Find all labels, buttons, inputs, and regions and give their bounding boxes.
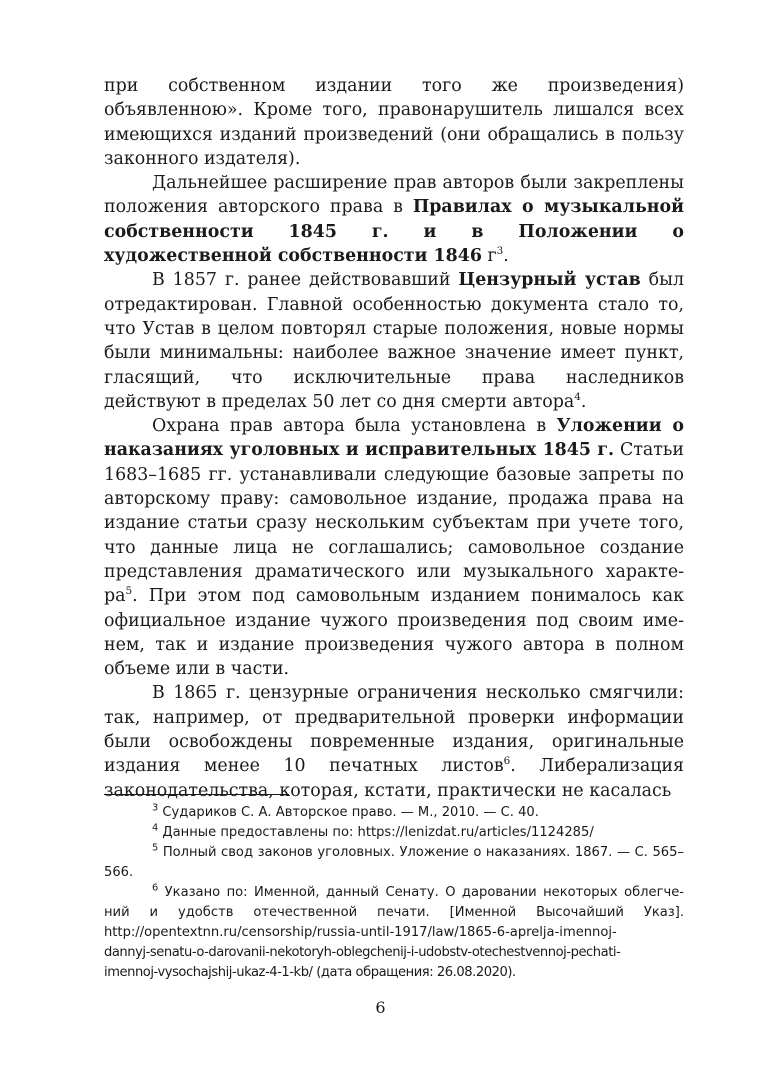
footnote-4-number: 4 (152, 822, 159, 834)
footnote-ref-3[interactable]: 3 (496, 245, 504, 258)
paragraph-3-text-3: . (580, 391, 587, 412)
footnote-5-number: 5 (152, 842, 159, 854)
paragraph-2-text-3: . (503, 246, 509, 267)
main-text (104, 74, 684, 803)
paragraph-5-text-2: . Либерализация законодательства, которая, кстати, практически не касалась (104, 756, 684, 801)
footnote-6-text: Указано по: Именной, данный Сенату. О даровании некоторых облегчений и удобств отечественной печати. [Именной Высочайший Указ]. http://opentextnn.ru/censorship/russia-until-1917/law/1865-6-aprelja-imennoj- (104, 885, 684, 940)
footnote-ref-6[interactable]: 6 (503, 755, 511, 768)
footnote-divider (104, 794, 289, 795)
footnote-6-number: 6 (152, 882, 159, 894)
paragraph-3-text-2: был отредактирован. Главной особенностью документа стало то, что Устав в целом повторял старые положения, новые нормы были минимальны: наиболее важное значение имеет пункт, гласящий, что исключительные права наследников действуют в пределах 50 лет со дня смерти автора (104, 270, 684, 412)
paragraph-4 (104, 414, 684, 681)
footnote-6 (104, 883, 684, 943)
footnote-3-text: Судариков С. А. Авторское право. — М., 2010. — С. 40. (158, 805, 539, 820)
paragraph-1 (104, 74, 684, 171)
paragraph-2-bold: Правилах о музыкальной собственности 1845 г. и в Положении о художественной собственности 1846 (104, 197, 684, 267)
footnote-ref-5[interactable]: 5 (125, 585, 133, 598)
paragraph-4-text-2: Статьи 1683–1685 гг. устанавливали следующие базовые запреты по авторскому праву: самовольное издание, продажа права на издание статьи сразу нескольким субъектам при учете того, что данные лица не соглашались; самовольное создание представления драматического или музыкального характера (104, 440, 684, 607)
footnotes (104, 803, 684, 983)
footnote-3-number: 3 (152, 802, 159, 814)
paragraph-3 (104, 268, 684, 414)
paragraph-5 (104, 681, 684, 802)
paragraph-1-text: при собственном издании того же произведения) объявленною». Кроме того, правонарушитель лишался всех имеющихся изданий произведений (они обращались в пользу законного издателя). (104, 76, 684, 169)
footnote-4 (104, 823, 684, 843)
footnote-3 (104, 803, 684, 823)
paragraph-2-text: Дальнейшее расширение прав авторов были закреплены положения авторского права в (104, 173, 684, 218)
paragraph-4-text: Охрана прав автора была установлена в (152, 416, 557, 437)
footnote-4-text: Данные предоставлены по: https://lenizdat.ru/articles/1124285/ (158, 825, 594, 840)
paragraph-4-bold: Уложении о наказаниях уголовных и исправительных 1845 г. (104, 416, 684, 461)
paragraph-4-text-3: . При этом под самовольным изданием понималось как официальное издание чужого произведения под своим именем, так и издание произведения чужого автора в полном объеме или в части. (104, 586, 684, 680)
footnote-6-url-line-2[interactable]: dannyj-senatu-o-darovanii-nekotoryh-oblegchenij-i-udobstv-otechestvennoj-pechati- (104, 945, 621, 960)
footnote-5-text: Полный свод законов уголовных. Уложение о наказаниях. 1867. — С. 565–566. (104, 845, 684, 880)
paragraph-3-text: В 1857 г. ранее действовавший (152, 270, 459, 291)
footnote-5 (104, 843, 684, 883)
page-number: 6 (375, 998, 386, 1017)
paragraph-2 (104, 171, 684, 268)
paragraph-3-bold: Цензурный устав (458, 270, 641, 291)
footnote-6-url-line-3[interactable]: imennoj-vysochajshij-ukaz-4-1-kb/ (дата обращения: 26.08.2020). (104, 965, 516, 980)
paragraph-5-text: В 1865 г. цензурные ограничения несколько смягчили: так, например, от предварительной проверки информации были освобождены повременные издания, оригинальные издания менее 10 печатных листов (104, 683, 684, 777)
footnote-ref-4[interactable]: 4 (574, 391, 581, 404)
paragraph-2-text-2: г (481, 246, 497, 267)
